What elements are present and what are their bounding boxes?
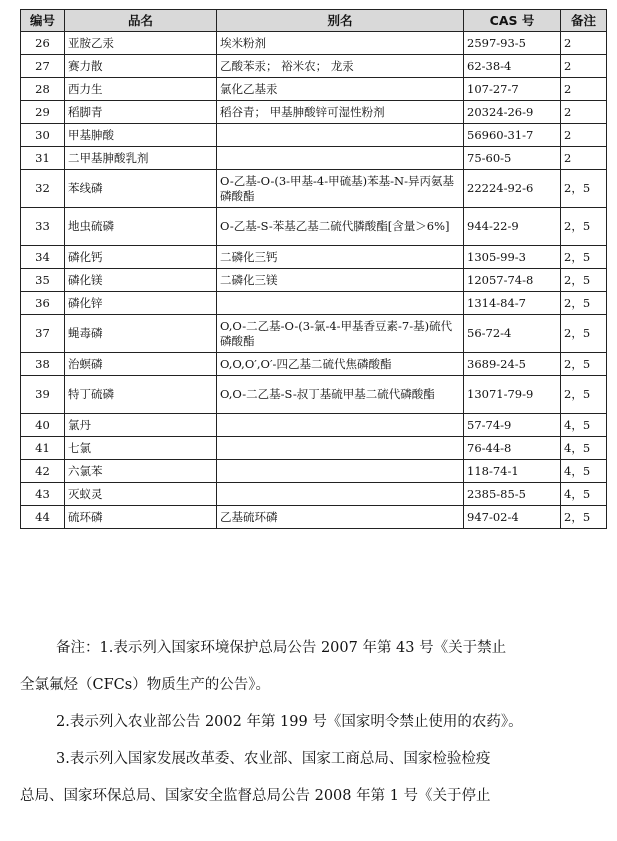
cell-number: 43 [21,483,65,506]
cell-name: 灭蚁灵 [65,483,217,506]
cell-alias [217,292,464,315]
table-row [21,315,607,353]
cell-note: 2 [561,78,607,101]
cell-alias [217,124,464,147]
table-row [21,437,607,460]
cell-number: 39 [21,376,65,414]
cell-number: 41 [21,437,65,460]
cell-name: 氯丹 [65,414,217,437]
cell-note: 2 [561,55,607,78]
cell-cas: 56960-31-7 [464,124,561,147]
cell-cas: 76-44-8 [464,437,561,460]
cell-cas: 107-27-7 [464,78,561,101]
cell-note: 2，5 [561,208,607,246]
cell-note: 2，5 [561,269,607,292]
header-number: 编号 [21,10,65,32]
table-row [21,170,607,208]
footnotes [20,630,606,815]
cell-number: 40 [21,414,65,437]
table-row [21,32,607,55]
cell-name: 稻脚青 [65,101,217,124]
cell-alias [217,437,464,460]
table-row [21,483,607,506]
cell-note: 2，5 [561,246,607,269]
cell-alias: O,O-二乙基-O-(3-氯-4-甲基香豆素-7-基)硫代磷酸酯 [217,315,464,353]
cell-number: 29 [21,101,65,124]
cell-note: 4，5 [561,483,607,506]
cell-number: 30 [21,124,65,147]
cell-name: 苯线磷 [65,170,217,208]
cell-alias: O-乙基-O-(3-甲基-4-甲硫基)苯基-N-异丙氨基磷酸酯 [217,170,464,208]
cell-alias [217,483,464,506]
cell-cas: 944-22-9 [464,208,561,246]
table-row [21,55,607,78]
chemical-table [20,9,607,529]
cell-note: 2，5 [561,376,607,414]
cell-note: 4，5 [561,460,607,483]
table-row [21,246,607,269]
table-row [21,208,607,246]
cell-name: 地虫硫磷 [65,208,217,246]
cell-name: 亚胺乙汞 [65,32,217,55]
cell-name: 蝇毒磷 [65,315,217,353]
cell-name: 磷化锌 [65,292,217,315]
table-row [21,147,607,170]
cell-cas: 1305-99-3 [464,246,561,269]
cell-note: 2 [561,101,607,124]
cell-cas: 3689-24-5 [464,353,561,376]
cell-alias: 二磷化三镁 [217,269,464,292]
cell-name: 赛力散 [65,55,217,78]
cell-cas: 2597-93-5 [464,32,561,55]
cell-cas: 56-72-4 [464,315,561,353]
table-row [21,460,607,483]
cell-cas: 947-02-4 [464,506,561,529]
cell-number: 35 [21,269,65,292]
footnote-line-5: 总局、国家环保总局、国家安全监督总局公告 2008 年第 1 号《关于停止 [20,788,491,804]
cell-name: 甲基胂酸 [65,124,217,147]
cell-number: 36 [21,292,65,315]
cell-note: 2 [561,147,607,170]
cell-alias [217,414,464,437]
cell-alias: 氯化乙基汞 [217,78,464,101]
cell-cas: 57-74-9 [464,414,561,437]
cell-note: 2，5 [561,170,607,208]
cell-note: 2，5 [561,506,607,529]
table-header-row [21,10,607,32]
cell-cas: 62-38-4 [464,55,561,78]
cell-note: 2 [561,124,607,147]
table-row [21,376,607,414]
cell-number: 33 [21,208,65,246]
cell-alias: 乙酸苯汞； 裕米农； 龙汞 [217,55,464,78]
cell-number: 34 [21,246,65,269]
table-row [21,353,607,376]
footnote-line-3: 2.表示列入农业部公告 2002 年第 199 号《国家明令禁止使用的农药》。 [56,714,523,730]
cell-name: 六氯苯 [65,460,217,483]
cell-cas: 12057-74-8 [464,269,561,292]
cell-name: 硫环磷 [65,506,217,529]
header-alias: 别名 [217,10,464,32]
cell-number: 32 [21,170,65,208]
cell-alias: 二磷化三钙 [217,246,464,269]
footnote-line-1: 备注：1.表示列入国家环境保护总局公告 2007 年第 43 号《关于禁止 [56,640,507,656]
cell-cas: 1314-84-7 [464,292,561,315]
cell-name: 治螟磷 [65,353,217,376]
footnote-line-4: 3.表示列入国家发展改革委、农业部、国家工商总局、国家检验检疫 [56,751,491,767]
cell-alias: 乙基硫环磷 [217,506,464,529]
cell-name: 西力生 [65,78,217,101]
table-row [21,506,607,529]
table-row [21,292,607,315]
cell-alias: O,O,O′,O′-四乙基二硫代焦磷酸酯 [217,353,464,376]
cell-name: 二甲基胂酸乳剂 [65,147,217,170]
table-row [21,124,607,147]
cell-note: 2，5 [561,292,607,315]
cell-number: 28 [21,78,65,101]
cell-note: 2，5 [561,315,607,353]
cell-alias [217,147,464,170]
cell-number: 42 [21,460,65,483]
header-cas: CAS 号 [464,10,561,32]
footnote-line-2: 全氯氟烃（CFCs）物质生产的公告》。 [20,677,270,693]
cell-alias: 埃米粉剂 [217,32,464,55]
header-note: 备注 [561,10,607,32]
cell-alias: 稻谷青； 甲基胂酸锌可湿性粉剂 [217,101,464,124]
cell-cas: 20324-26-9 [464,101,561,124]
cell-alias: O,O-二乙基-S-叔丁基硫甲基二硫代磷酸酯 [217,376,464,414]
cell-note: 4，5 [561,437,607,460]
table-row [21,78,607,101]
cell-cas: 75-60-5 [464,147,561,170]
header-name: 品名 [65,10,217,32]
cell-number: 26 [21,32,65,55]
cell-note: 2，5 [561,353,607,376]
cell-alias: O-乙基-S-苯基乙基二硫代膦酸酯[含量＞6%] [217,208,464,246]
cell-number: 38 [21,353,65,376]
cell-note: 4，5 [561,414,607,437]
cell-number: 44 [21,506,65,529]
table-row [21,101,607,124]
table-row [21,414,607,437]
cell-name: 七氯 [65,437,217,460]
cell-note: 2 [561,32,607,55]
cell-cas: 22224-92-6 [464,170,561,208]
cell-cas: 13071-79-9 [464,376,561,414]
cell-name: 磷化钙 [65,246,217,269]
cell-number: 27 [21,55,65,78]
cell-cas: 118-74-1 [464,460,561,483]
cell-name: 磷化镁 [65,269,217,292]
table-row [21,269,607,292]
cell-number: 31 [21,147,65,170]
cell-alias [217,460,464,483]
cell-name: 特丁硫磷 [65,376,217,414]
cell-number: 37 [21,315,65,353]
cell-cas: 2385-85-5 [464,483,561,506]
